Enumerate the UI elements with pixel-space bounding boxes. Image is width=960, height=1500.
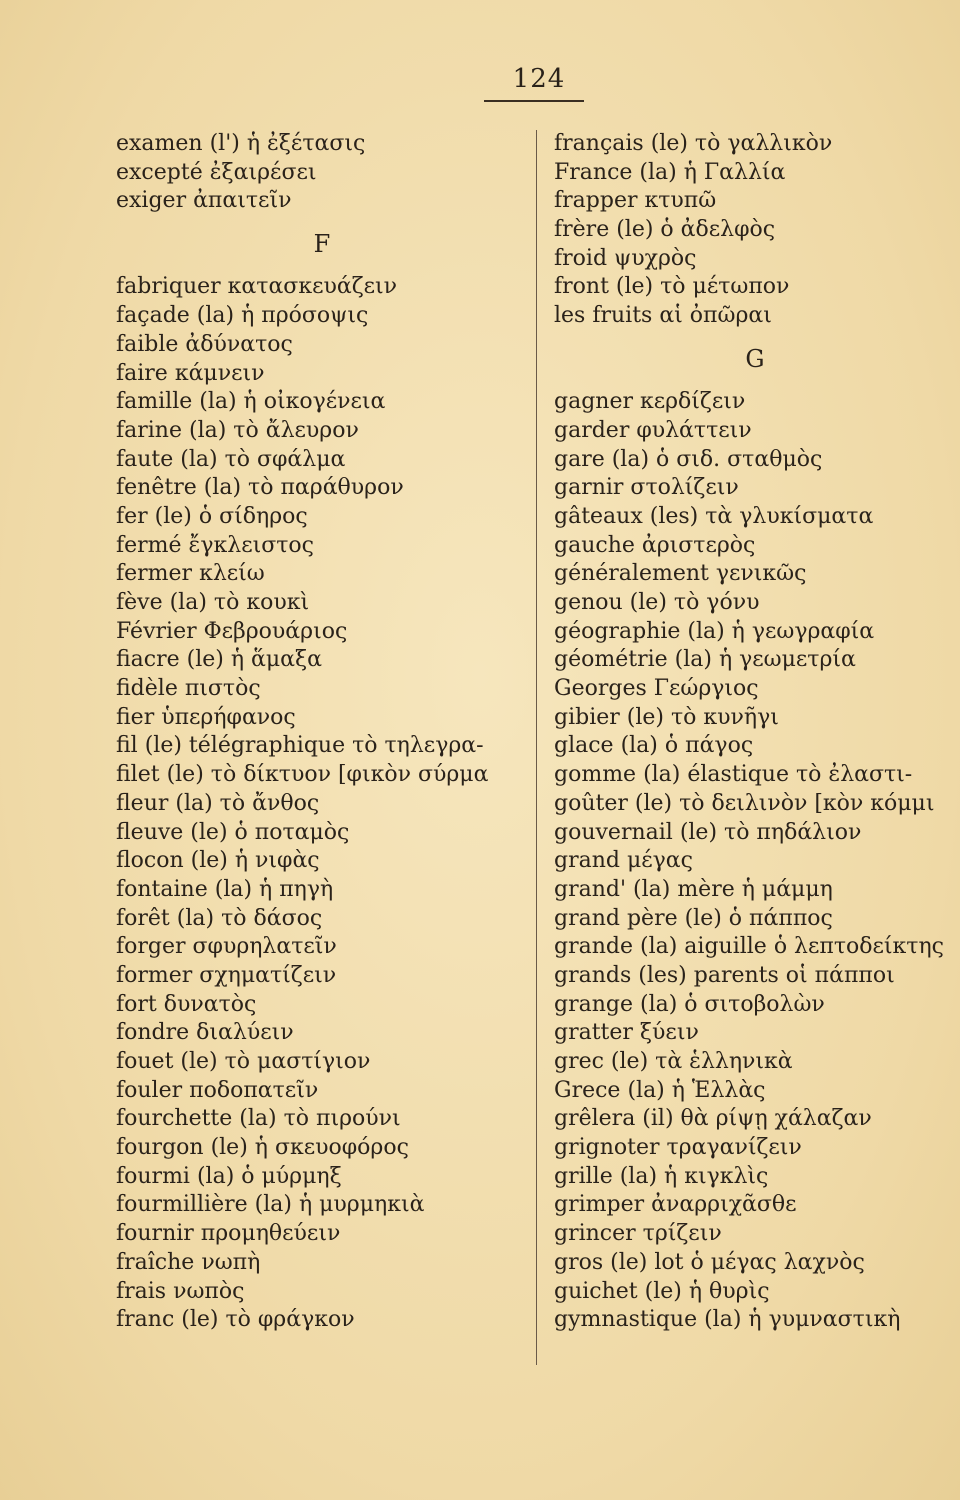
dictionary-entry: garnir στολίζειν xyxy=(554,475,739,501)
dictionary-entry: fidèle πιστὸς xyxy=(116,676,261,702)
dictionary-entry: fleur (la) τὸ ἄνθος xyxy=(116,790,320,816)
dictionary-entry: fleuve (le) ὁ ποταμὸς xyxy=(116,819,350,845)
dictionary-entry: genou (le) τὸ γόνυ xyxy=(554,590,760,616)
dictionary-entry: grange (la) ὁ σιτοβολὼν xyxy=(554,991,825,1017)
dictionary-entry: les fruits αἱ ὀπῶραι xyxy=(554,303,772,329)
dictionary-entry: grand' (la) mère ἡ μάμμη xyxy=(554,876,833,902)
dictionary-entry: frère (le) ὁ ἀδελφὸς xyxy=(554,217,776,243)
dictionary-entry: généralement γενικῶς xyxy=(554,561,807,587)
left-column xyxy=(116,130,528,1335)
dictionary-entry: grande (la) aiguille ὁ λεπτοδείκτης xyxy=(554,934,944,960)
dictionary-entry: faible ἀδύνατος xyxy=(116,331,293,357)
page-number-rule xyxy=(484,100,584,102)
dictionary-entry: excepté ἐξαιρέσει xyxy=(116,159,317,185)
dictionary-entry: examen (l') ἡ ἐξέτασις xyxy=(116,131,366,156)
section-letter-heading: F xyxy=(313,230,331,259)
dictionary-entry: famille (la) ἡ οἰκογένεια xyxy=(116,389,386,415)
dictionary-entry: grincer τρίζειν xyxy=(554,1221,722,1247)
dictionary-entry: faute (la) τὸ σφάλμα xyxy=(116,446,346,472)
dictionary-entry: fil (le) télégraphique τὸ τηλεγρα- xyxy=(116,733,484,759)
dictionary-entry: grêlera (il) θὰ ρίψῃ χάλαζαν xyxy=(554,1106,872,1132)
dictionary-entry: fier ὑπερήφανος xyxy=(116,704,296,730)
dictionary-entry: fiacre (le) ἡ ἅμαξα xyxy=(116,647,323,673)
dictionary-entry: fouler ποδοπατεῖν xyxy=(116,1077,319,1103)
dictionary-entry: fève (la) τὸ κουκὶ xyxy=(116,590,310,616)
dictionary-entry: gomme (la) élastique τὸ ἐλαστι- xyxy=(554,762,913,788)
dictionary-entry: grimper ἀναρριχᾶσθε xyxy=(554,1192,797,1218)
dictionary-entry: fourchette (la) τὸ πιρούνι xyxy=(116,1106,401,1132)
dictionary-entry: fer (le) ὁ σίδηρος xyxy=(116,503,308,529)
dictionary-entry: façade (la) ἡ πρόσοψις xyxy=(116,303,369,329)
dictionary-entry: front (le) τὸ μέτωπον xyxy=(554,274,790,300)
dictionary-entry: flocon (le) ἡ νιφὰς xyxy=(116,848,320,874)
page-number: 124 xyxy=(512,64,566,94)
dictionary-entry: Février Φεβρουάριος xyxy=(116,618,348,644)
dictionary-entry: gros (le) lot ὁ μέγας λαχνὸς xyxy=(554,1249,865,1275)
dictionary-entry: forêt (la) τὸ δάσος xyxy=(116,905,323,931)
dictionary-entry: grignoter τραγανίζειν xyxy=(554,1135,802,1161)
dictionary-entry: gymnastique (la) ἡ γυμναστικὴ xyxy=(554,1307,901,1333)
dictionary-entry: fondre διαλύειν xyxy=(116,1020,294,1046)
dictionary-entry: fermer κλείω xyxy=(116,561,265,587)
dictionary-entry: farine (la) τὸ ἄλευρον xyxy=(116,417,359,443)
dictionary-entry: gauche ἀριστερὸς xyxy=(554,532,756,558)
dictionary-entry: grand père (le) ὁ πάππος xyxy=(554,905,833,931)
dictionary-entry: goûter (le) τὸ δειλινὸν [κὸν κόμμι xyxy=(554,790,935,816)
dictionary-entry: gibier (le) τὸ κυνῆγι xyxy=(554,704,779,730)
dictionary-entry: fourmi (la) ὁ μύρμηξ xyxy=(116,1163,342,1189)
section-letter-heading: G xyxy=(745,344,765,373)
dictionary-entry: exiger ἀπαιτεῖν xyxy=(116,188,292,214)
dictionary-entry: froid ψυχρὸς xyxy=(554,245,697,271)
right-column xyxy=(554,130,956,1335)
dictionary-entry: fenêtre (la) τὸ παράθυρον xyxy=(116,475,404,501)
dictionary-entry: guichet (le) ἡ θυρὶς xyxy=(554,1278,770,1304)
dictionary-entry: fraîche νωπὴ xyxy=(116,1249,261,1275)
dictionary-entry: fort δυνατὸς xyxy=(116,991,257,1017)
dictionary-entry: fermé ἔγκλειστος xyxy=(116,532,314,558)
dictionary-entry: gâteaux (les) τὰ γλυκίσματα xyxy=(554,503,874,529)
dictionary-entry: gagner κερδίζειν xyxy=(554,389,746,415)
dictionary-entry: fabriquer κατασκευάζειν xyxy=(116,274,398,300)
dictionary-entry: glace (la) ὁ πάγος xyxy=(554,733,754,759)
dictionary-entry: fournir προμηθεύειν xyxy=(116,1221,341,1247)
dictionary-entry: gratter ξύειν xyxy=(554,1020,699,1046)
column-divider xyxy=(536,130,537,1365)
dictionary-entry: France (la) ἡ Γαλλία xyxy=(554,159,786,185)
dictionary-entry: forger σφυρηλατεῖν xyxy=(116,934,337,960)
dictionary-entry: français (le) τὸ γαλλικὸν xyxy=(554,131,833,156)
dictionary-entry: fourmillière (la) ἡ μυρμηκιὰ xyxy=(116,1192,425,1218)
dictionary-entry: fontaine (la) ἡ πηγὴ xyxy=(116,876,334,902)
dictionary-entry: frapper κτυπῶ xyxy=(554,188,717,214)
dictionary-entry: franc (le) τὸ φράγκον xyxy=(116,1307,355,1333)
dictionary-entry: grands (les) parents οἱ πάπποι xyxy=(554,962,895,988)
dictionary-entry: géométrie (la) ἡ γεωμετρία xyxy=(554,647,856,673)
dictionary-entry: géographie (la) ἡ γεωγραφία xyxy=(554,618,875,644)
dictionary-entry: faire κάμνειν xyxy=(116,360,265,386)
dictionary-entry: grec (le) τὰ ἑλληνικὰ xyxy=(554,1049,793,1075)
dictionary-entry: former σχηματίζειν xyxy=(116,962,337,988)
dictionary-entry: fourgon (le) ἡ σκευοφόρος xyxy=(116,1135,409,1161)
dictionary-entry: Grece (la) ἡ Ἑλλὰς xyxy=(554,1077,766,1103)
dictionary-entry: gouvernail (le) τὸ πηδάλιον xyxy=(554,819,862,845)
dictionary-entry: fouet (le) τὸ μαστίγιον xyxy=(116,1049,371,1075)
dictionary-entry: grand μέγας xyxy=(554,848,693,874)
dictionary-entry: garder φυλάττειν xyxy=(554,417,752,443)
dictionary-entry: frais νωπὸς xyxy=(116,1278,245,1304)
dictionary-entry: grille (la) ἡ κιγκλὶς xyxy=(554,1163,769,1189)
dictionary-entry: gare (la) ὁ σιδ. σταθμὸς xyxy=(554,446,823,472)
dictionary-entry: filet (le) τὸ δίκτυον [φικὸν σύρμα xyxy=(116,762,489,788)
dictionary-entry: Georges Γεώργιος xyxy=(554,676,759,702)
